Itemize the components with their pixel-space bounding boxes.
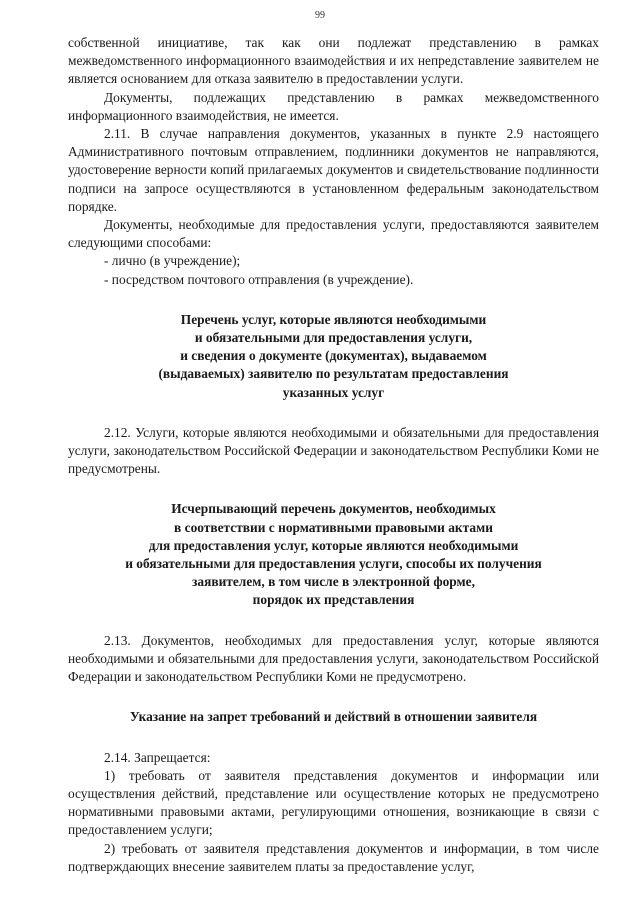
section-heading-prohibitions: Указание на запрет требований и действий в отношении заявителя: [129, 709, 538, 725]
paragraph-2-11: 2.11. В случае направления документов, указанных в пункте 2.9 настоящего Административного почтовым отправлением, подлинники документов не направляются, удостоверение верности копий прилагаемых документов и свидетельствование подлинности подписи на запросе осуществляются в установленном федеральным законодательством порядке.: [68, 126, 599, 214]
heading-line: и сведения о документе (документах), выдаваемом: [180, 348, 487, 364]
heading-line: указанных услуг: [282, 384, 385, 400]
paragraph-2-12: 2.12. Услуги, которые являются необходимыми и обязательными для предоставления услуги, законодательством Российской Федерации и законодательством Республики Коми не предусмотрены.: [68, 424, 599, 477]
paragraph-no-documents: Документы, подлежащих представлению в рамках межведомственного информационного взаимодействия, не имеется.: [68, 89, 599, 123]
paragraph-2-14-item-1: 1) требовать от заявителя представления документов и информации или осуществления действий, представление или осуществление которых не предусмотрено нормативными правовыми актами, регулирующими отношения, возникающие в связи с предоставлением услуги;: [68, 767, 599, 838]
paragraph-submission-methods: Документы, необходимые для предоставления услуги, предоставляются заявителем следующими способами:: [68, 217, 599, 251]
heading-line: заявителем, в том числе в электронной форме,: [192, 574, 475, 590]
heading-line: для предоставления услуг, которые являются необходимыми: [148, 537, 519, 553]
heading-line: порядок их представления: [252, 592, 415, 608]
heading-line: Исчерпывающий перечень документов, необходимых: [171, 501, 496, 517]
paragraph-2-14-title: 2.14. Запрещается:: [104, 749, 211, 765]
paragraph-continuation: собственной инициативе, так как они подлежат представлению в рамках межведомственного информационного взаимодействия и их непредставление заявителем не является основанием для отказа заявителю в предоставлении услуги.: [68, 35, 599, 87]
list-item-in-person: - лично (в учреждение);: [104, 253, 241, 269]
heading-line: и обязательными для предоставления услуги, способы их получения: [125, 556, 542, 572]
heading-line: в соответствии с нормативными правовыми актами: [174, 519, 493, 535]
heading-line: (выдаваемых) заявителю по результатам предоставления: [158, 366, 509, 382]
section-heading-required-services: [68, 311, 599, 402]
paragraph-2-14-item-2: 2) требовать от заявителя представления документов и информации, в том числе подтверждающих внесение заявителем платы за предоставление услуг,: [68, 840, 599, 874]
list-item-by-mail: - посредством почтового отправления (в учреждение).: [104, 271, 414, 287]
paragraph-2-13: 2.13. Документов, необходимых для предоставления услуг, которые являются необходимыми и обязательными для предоставления услуги, законодательством Российской Федерации и законодательством Республики Коми не предусмотрено.: [68, 632, 599, 685]
section-heading-document-list: [68, 500, 599, 609]
heading-line: Перечень услуг, которые являются необходимыми: [180, 311, 487, 327]
page-number: 99: [315, 10, 325, 21]
heading-line: и обязательными для предоставления услуги,: [194, 330, 473, 346]
document-body: [68, 34, 599, 876]
